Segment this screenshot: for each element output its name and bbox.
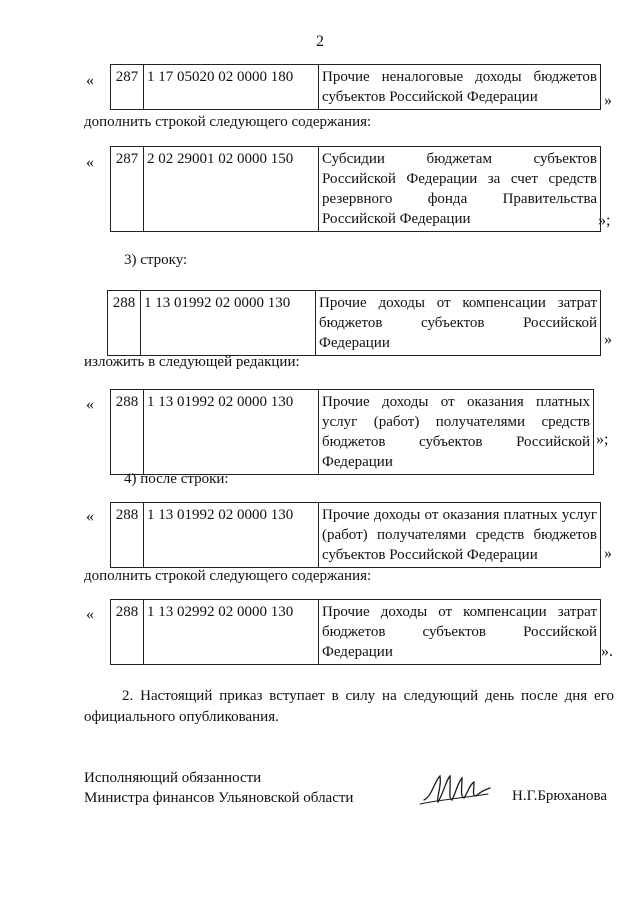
close-quote: »; [596,431,609,448]
row-number: 287 [111,65,144,110]
page-number: 2 [316,33,324,50]
item-3-label: 3) строку: [124,252,188,268]
row-number: 287 [111,147,144,232]
supplement-text: дополнить строкой следующего содержания: [84,568,372,584]
row-code: 1 13 01992 02 0000 130 [144,390,319,475]
row-code: 1 13 01992 02 0000 130 [144,503,319,568]
signatory-title-line-1: Исполняющий обязанности [84,770,262,786]
open-quote: « [86,508,94,525]
row-number: 288 [111,600,144,665]
row-number: 288 [111,390,144,475]
row-description: Прочие неналоговые доходы бюджетов субъектов Российской Федерации [319,65,601,110]
budget-row [110,146,601,232]
close-quote: » [604,331,612,348]
open-quote: « [86,154,94,171]
row-code: 2 02 29001 02 0000 150 [144,147,319,232]
open-quote: « [86,72,94,89]
row-description: Прочие доходы от оказания платных услуг (работ) получателями средств бюджетов субъектов Российской Федерации [319,503,601,568]
close-quote: »; [598,212,611,229]
item-4-label: 4) после строки: [124,471,229,487]
close-quote: » [604,545,612,562]
budget-row [110,64,601,110]
row-code: 1 17 05020 02 0000 180 [144,65,319,110]
handwritten-signature [418,770,496,810]
restate-text: изложить в следующей редакции: [84,354,300,370]
clause-2-text: 2. Настоящий приказ вступает в силу на следующий день после дня его официального опубликования. [84,688,614,725]
budget-row [110,389,594,475]
signatory-title-line-2: Министра финансов Ульяновской области [84,790,354,806]
budget-row [107,290,601,356]
close-quote: ». [601,643,613,660]
row-description: Прочие доходы от оказания платных услуг (работ) получателями средств бюджетов субъектов Российской Федерации [319,390,594,475]
row-number: 288 [111,503,144,568]
close-quote: » [604,92,612,109]
open-quote: « [86,606,94,623]
budget-row [110,502,601,568]
row-code: 1 13 02992 02 0000 130 [144,600,319,665]
row-description: Прочие доходы от компенсации затрат бюджетов субъектов Российской Федерации [319,600,601,665]
budget-row [110,599,601,665]
signatory-name: Н.Г.Брюханова [512,788,608,804]
row-description: Субсидии бюджетам субъектов Российской Федерации за счет средств резервного фонда Правительства Российской Федерации [319,147,601,232]
supplement-text: дополнить строкой следующего содержания: [84,114,372,130]
row-code: 1 13 01992 02 0000 130 [141,291,316,356]
row-number: 288 [108,291,141,356]
open-quote: « [86,396,94,413]
row-description: Прочие доходы от компенсации затрат бюджетов субъектов Российской Федерации [316,291,601,356]
